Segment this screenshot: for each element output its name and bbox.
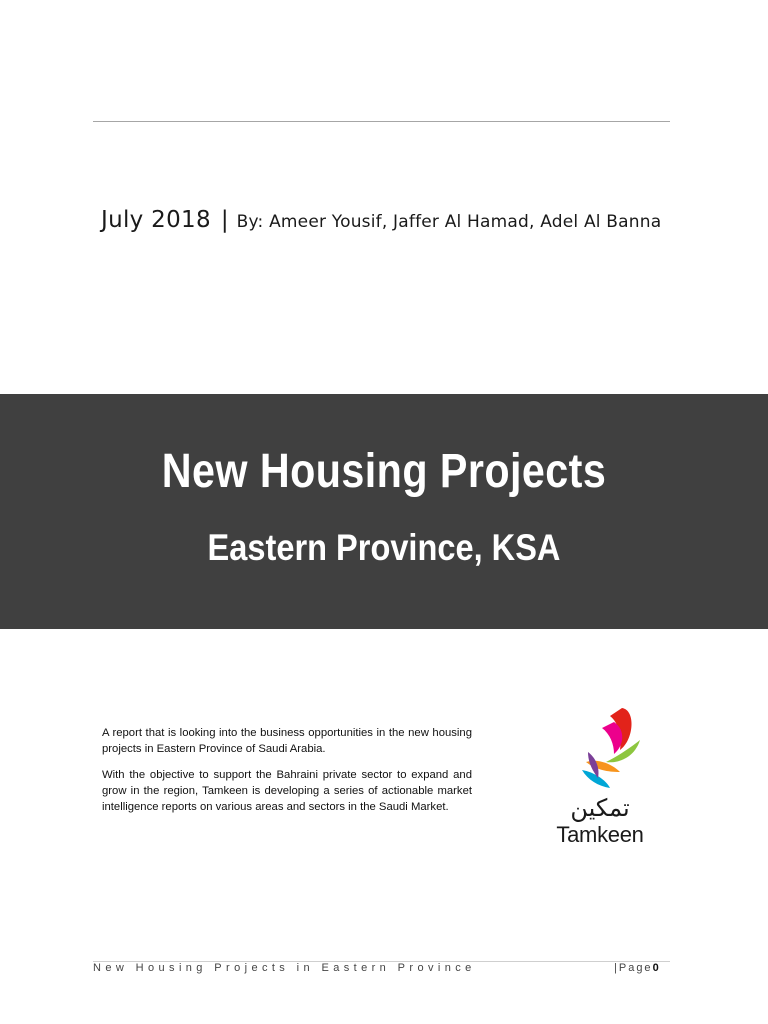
page-number: 0 — [652, 962, 659, 974]
report-authors: By: Ameer Yousif, Jaffer Al Hamad, Adel Al Banna — [236, 212, 662, 232]
page-label: Page — [618, 962, 653, 974]
report-title: New Housing Projects — [161, 445, 607, 498]
top-divider — [93, 121, 670, 122]
footer-title: New Housing Projects in Eastern Province — [93, 962, 476, 974]
byline-separator: | — [220, 207, 229, 233]
intro-text — [102, 725, 472, 825]
byline — [101, 207, 681, 233]
tamkeen-logo-mark-icon — [540, 700, 660, 795]
intro-paragraph-2: With the objective to support the Bahraini private sector to expand and grow in the region, Tamkeen is developing a series of actionable market intelligence reports on various areas and sectors in the Saudi Market. — [102, 769, 472, 813]
intro-paragraph-1: A report that is looking into the business opportunities in the new housing projects in Eastern Province of Saudi Arabia. — [102, 727, 472, 755]
report-date: July 2018 — [101, 207, 211, 233]
page-separator: | — [614, 962, 619, 974]
logo-latin-wordmark: Tamkeen — [556, 822, 644, 847]
page-number-label — [614, 962, 659, 974]
logo-arabic-wordmark: تمكين — [570, 794, 630, 822]
tamkeen-logo — [540, 700, 660, 850]
title-banner — [0, 394, 768, 629]
report-subtitle: Eastern Province, KSA — [207, 527, 561, 568]
